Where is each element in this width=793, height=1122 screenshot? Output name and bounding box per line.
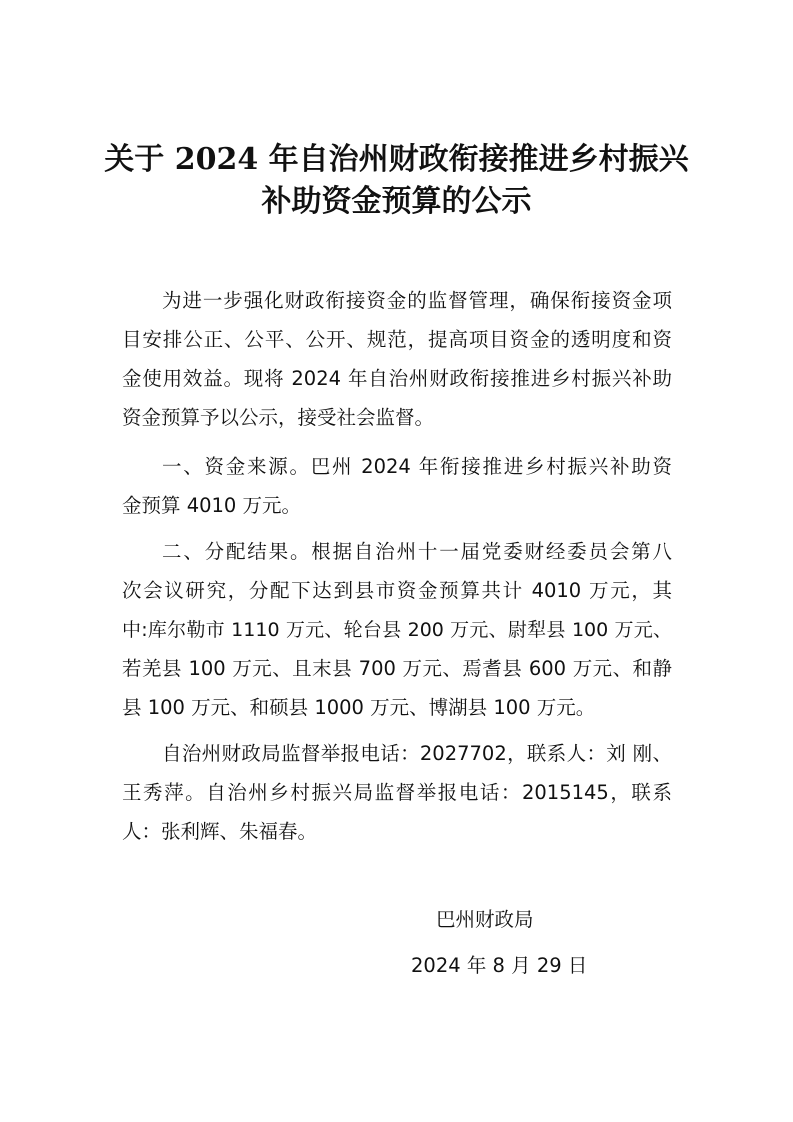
paragraph-2-line-1: 一、资金来源。巴州 2024 年衔接推进乡村振兴补助资 — [162, 455, 672, 478]
paragraph-4-line-3: 人：张利辉、朱福春。 — [122, 820, 318, 843]
paragraph-2-line-2: 金预算 4010 万元。 — [122, 494, 302, 517]
document-title-line-2: 补助资金预算的公示 — [261, 184, 532, 219]
paragraph-4-line-1: 自治州财政局监督举报电话：2027702，联系人：刘 刚、 — [162, 742, 672, 765]
paragraph-3-line-5: 县 100 万元、和硕县 1000 万元、博湖县 100 万元。 — [122, 696, 596, 719]
paragraph-1-line-3: 金使用效益。现将 2024 年自治州财政衔接推进乡村振兴补助 — [122, 367, 672, 390]
paragraph-4-line-2: 王秀萍。自治州乡村振兴局监督举报电话：2015145，联系 — [122, 781, 672, 804]
paragraph-1-line-4: 资金预算予以公示，接受社会监督。 — [122, 406, 435, 429]
paragraph-3-line-4: 若羌县 100 万元、且末县 700 万元、焉耆县 600 万元、和静 — [122, 657, 672, 680]
signature-date: 2024 年 8 月 29 日 — [411, 954, 588, 977]
signature-organization: 巴州财政局 — [436, 908, 534, 931]
paragraph-3-line-2: 次会议研究，分配下达到县市资金预算共计 4010 万元，其 — [122, 579, 672, 602]
paragraph-1-line-1: 为进一步强化财政衔接资金的监督管理，确保衔接资金项 — [162, 289, 672, 312]
document-title-line-1: 关于 2024 年自治州财政衔接推进乡村振兴 — [104, 142, 689, 177]
paragraph-3-line-3: 中:库尔勒市 1110 万元、轮台县 200 万元、尉犁县 100 万元、 — [122, 619, 672, 641]
paragraph-1-line-2: 目安排公正、公平、公开、规范，提高项目资金的透明度和资 — [122, 328, 672, 351]
paragraph-3-line-1: 二、分配结果。根据自治州十一届党委财经委员会第八 — [162, 540, 672, 563]
